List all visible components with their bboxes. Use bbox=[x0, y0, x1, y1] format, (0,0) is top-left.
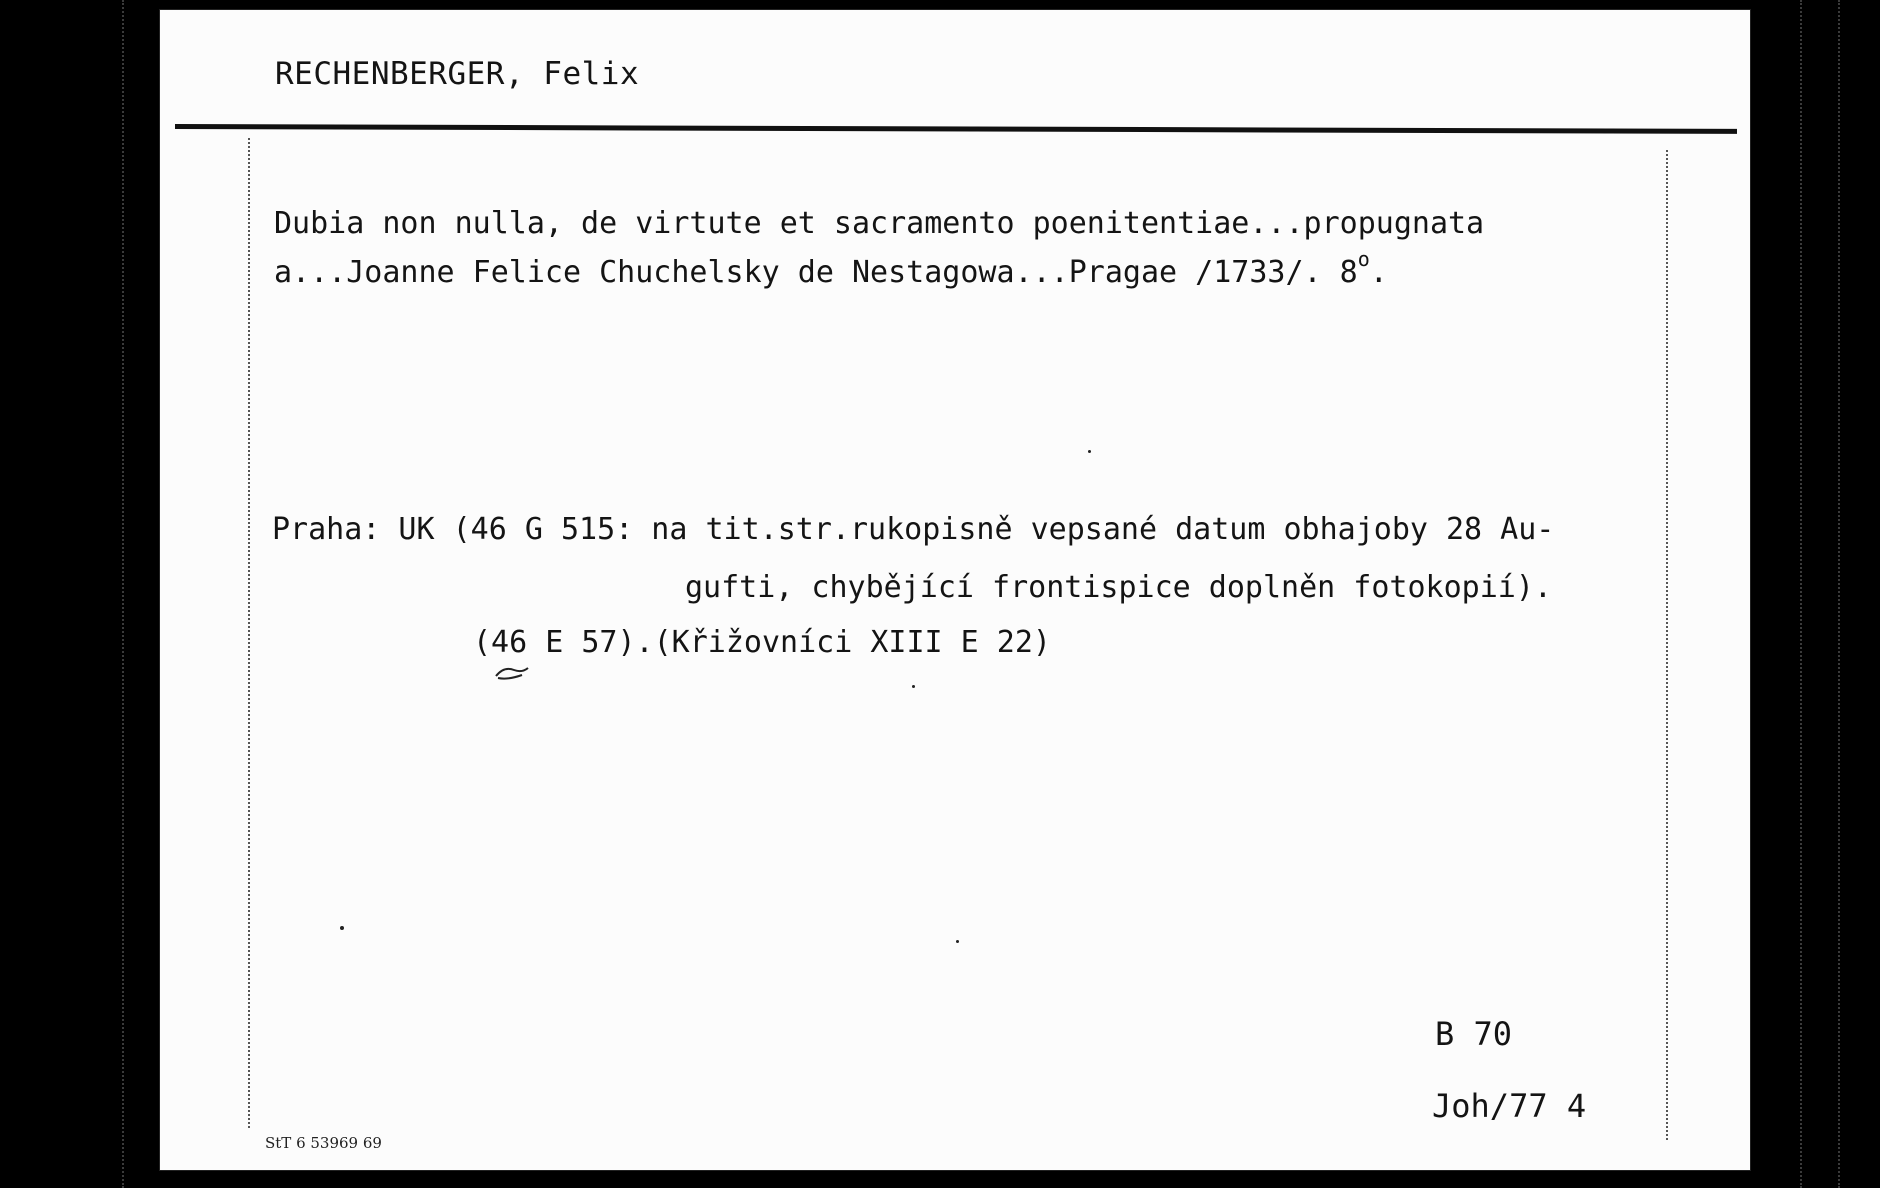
format-degree-mark: o bbox=[1357, 247, 1370, 271]
holdings-line-1: Praha: UK (46 G 515: na tit.str.rukopisně vepsané datum obhajoby 28 Au- bbox=[272, 512, 1555, 547]
title-line-2-text: a...Joanne Felice Chuchelsky de Nestagowa...Pragae /1733/. 8 bbox=[274, 255, 1358, 290]
left-margin-line bbox=[248, 138, 250, 1128]
shelf-mark: B 70 bbox=[1435, 1015, 1513, 1053]
holdings-line-2: gufti, chybějící frontispice doplněn fotokopií). bbox=[685, 570, 1552, 605]
print-code: StT 6 53969 69 bbox=[265, 1134, 382, 1152]
heading-rule bbox=[175, 124, 1737, 134]
title-line-1: Dubia non nulla, de virtute et sacramento poenitentiae...propugnata bbox=[274, 206, 1485, 241]
card-heading: RECHENBERGER, Felix bbox=[275, 56, 640, 92]
right-margin-line bbox=[1666, 150, 1668, 1140]
copy-info: Joh/77 4 bbox=[1432, 1087, 1587, 1125]
left-edge-noise bbox=[122, 0, 124, 1188]
speck bbox=[1088, 450, 1091, 453]
speck bbox=[340, 926, 344, 930]
speck bbox=[912, 685, 915, 688]
right-edge-noise bbox=[1800, 0, 1802, 1188]
speck bbox=[956, 940, 959, 943]
holdings-line-3: (46 E 57).(Křižovníci XIII E 22) bbox=[473, 625, 1051, 660]
title-end-mark: . bbox=[1369, 255, 1388, 290]
handwritten-underline-mark bbox=[492, 660, 532, 682]
right-edge-noise-2 bbox=[1838, 0, 1840, 1188]
catalog-card bbox=[160, 10, 1750, 1170]
title-line-2 bbox=[274, 247, 1388, 290]
